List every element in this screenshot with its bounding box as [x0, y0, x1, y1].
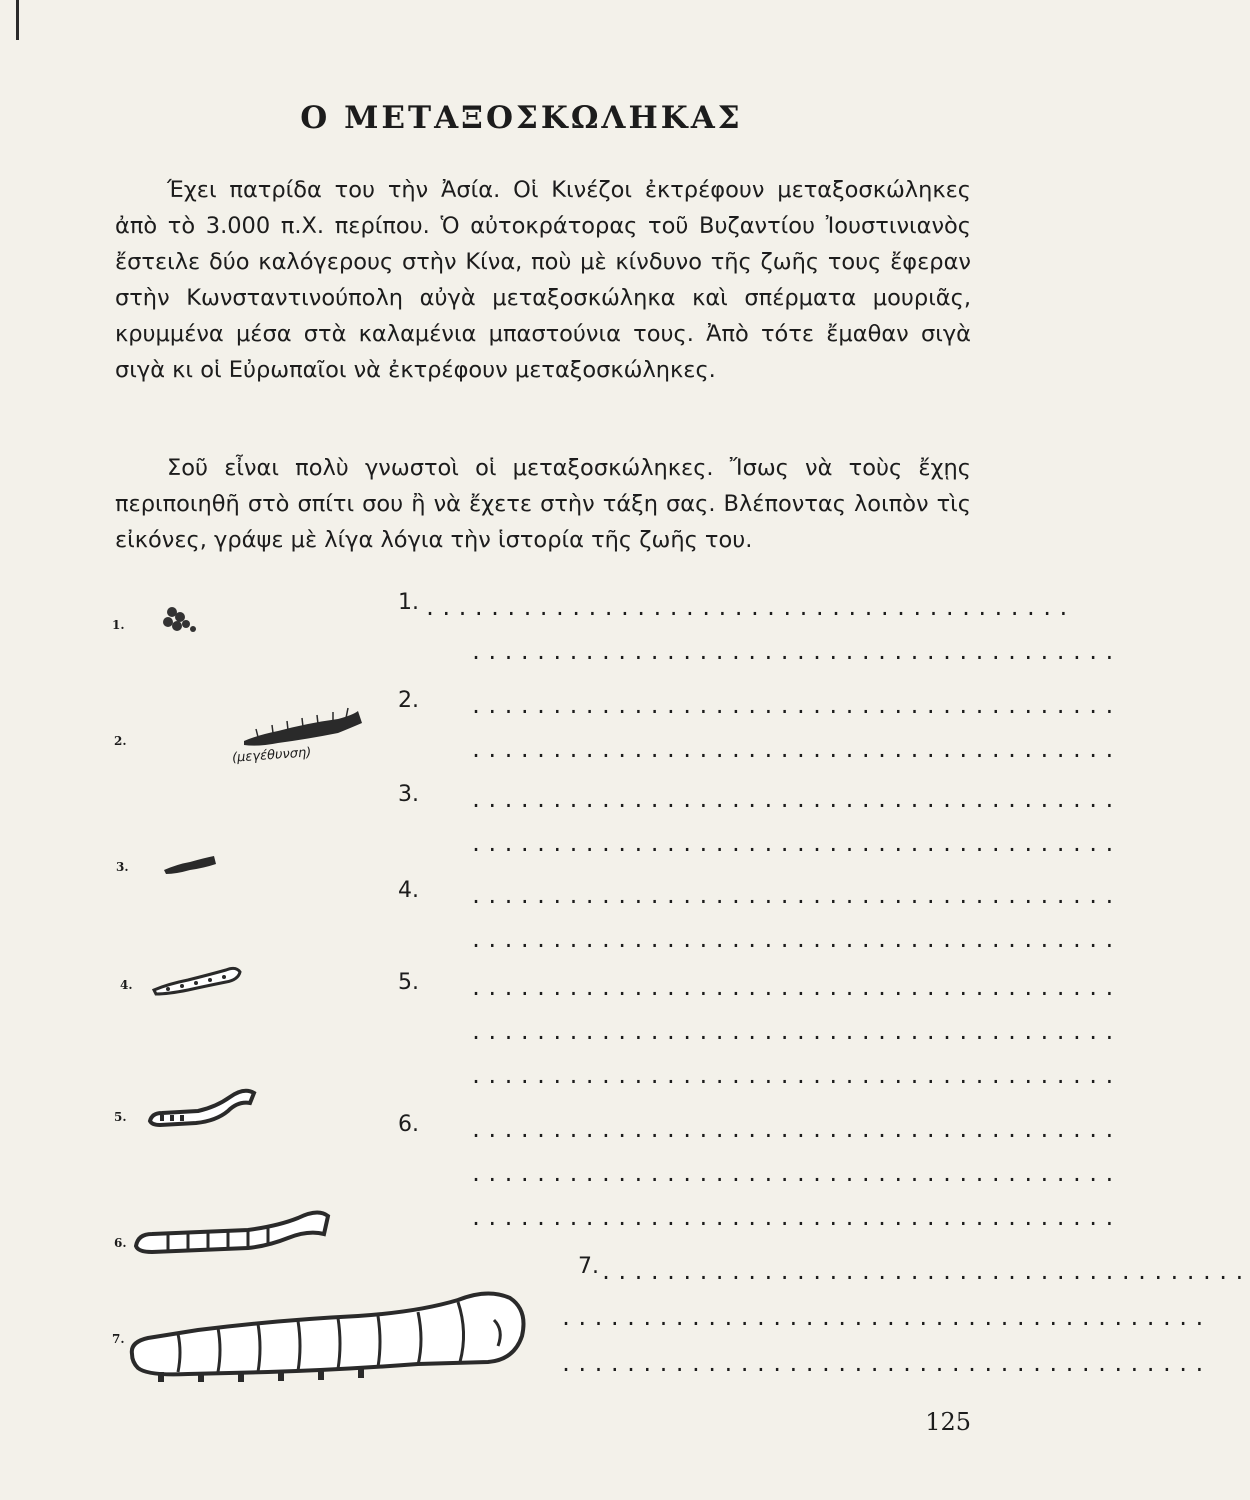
answer-line-5c[interactable]: ........................................	[470, 1064, 1120, 1088]
answer-line-3b[interactable]: ........................................	[470, 832, 1120, 856]
adult-silkworm-drawing	[118, 1280, 538, 1390]
answer-line-5b[interactable]: ........................................	[470, 1020, 1120, 1044]
answer-line-6a[interactable]: ........................................	[470, 1118, 1120, 1142]
eggs-drawing	[150, 600, 210, 640]
answer-line-1a[interactable]: ........................................	[424, 596, 1074, 620]
image-label-2: 2.	[114, 734, 127, 748]
instruction-paragraph: Σοῦ εἶναι πολὺ γνωστοὶ οἱ μεταξοσκώληκες. Ἴσως νὰ τοὺς ἔχῃς περιποιηθῆ στὸ σπίτι σου ἢ νὰ ἔχετε στὴν τάξη σας. Βλέποντας λοιπὸν τὶς εἰκόνες, γράψε μὲ λίγα λόγια τὴν ἱστορία τῆς ζωῆς του.	[115, 455, 971, 553]
image-label-3: 3.	[116, 860, 129, 874]
answer-line-4b[interactable]: ........................................	[470, 928, 1120, 952]
answer-line-2b[interactable]: ........................................	[470, 738, 1120, 762]
answer-label-1: 1.	[398, 590, 419, 615]
answer-label-7: 7.	[578, 1254, 599, 1279]
intro-paragraph: Έχει πατρίδα του τὴν Ἀσία. Οἱ Κινέζοι ἐκτρέφουν μεταξοσκώληκες ἀπὸ τὸ 3.000 π.Χ. περίπου. Ὁ αὐτοκράτορας τοῦ Βυζαντίου Ἰουστινιανὸς ἔστειλε δύο καλόγερους στὴν Κίνα, ποὺ μὲ κίνδυνο τῆς ζωῆς τους ἔφεραν στὴν Κωνσταντινούπολη αὐγὰ μεταξοσκώληκα καὶ σπέρματα μουριᾶς, κρυμμένα μέσα στὰ καλαμένια μπαστούνια τους. Ἀπὸ τότε ἔμαθαν σιγὰ σιγὰ κι οἱ Εὐρωπαῖοι νὰ ἐκτρέφουν μεταξοσκώληκες.	[115, 177, 971, 383]
answer-label-2: 2.	[398, 688, 419, 713]
answer-label-4: 4.	[398, 878, 419, 903]
answer-label-6: 6.	[398, 1112, 419, 1137]
image-label-4: 4.	[120, 978, 133, 992]
image-label-6: 6.	[114, 1236, 127, 1250]
answer-line-5a[interactable]: ........................................	[470, 976, 1120, 1000]
image-label-7: 7.	[112, 1332, 125, 1346]
answer-line-1b[interactable]: ........................................	[470, 640, 1120, 664]
answer-line-7c[interactable]: ........................................	[560, 1352, 1210, 1376]
larva-stage-3-drawing	[160, 850, 220, 880]
larva-stage-5-drawing	[146, 1085, 266, 1130]
answer-label-3: 3.	[398, 782, 419, 807]
page-title: Ο ΜΕΤΑΞΟΣΚΩΛΗΚΑΣ	[300, 100, 743, 136]
larva-stage-6-drawing	[128, 1200, 338, 1260]
larva-enlarged-drawing	[238, 705, 368, 750]
answer-line-4a[interactable]: ........................................	[470, 884, 1120, 908]
image-label-5: 5.	[114, 1110, 127, 1124]
answer-line-7a[interactable]: ........................................	[600, 1260, 1250, 1284]
image-label-1: 1.	[112, 618, 125, 632]
answer-line-2a[interactable]: ........................................	[470, 694, 1120, 718]
answer-line-6c[interactable]: ........................................	[470, 1206, 1120, 1230]
binding-edge	[16, 0, 19, 40]
answer-label-5: 5.	[398, 970, 419, 995]
answer-line-7b[interactable]: ........................................	[560, 1306, 1210, 1330]
answer-line-3a[interactable]: ........................................	[470, 788, 1120, 812]
enlargement-note: (μεγέθυνση)	[231, 745, 312, 766]
page-number: 125	[925, 1408, 971, 1436]
answer-line-6b[interactable]: ........................................	[470, 1162, 1120, 1186]
larva-stage-4-drawing	[148, 960, 248, 1000]
